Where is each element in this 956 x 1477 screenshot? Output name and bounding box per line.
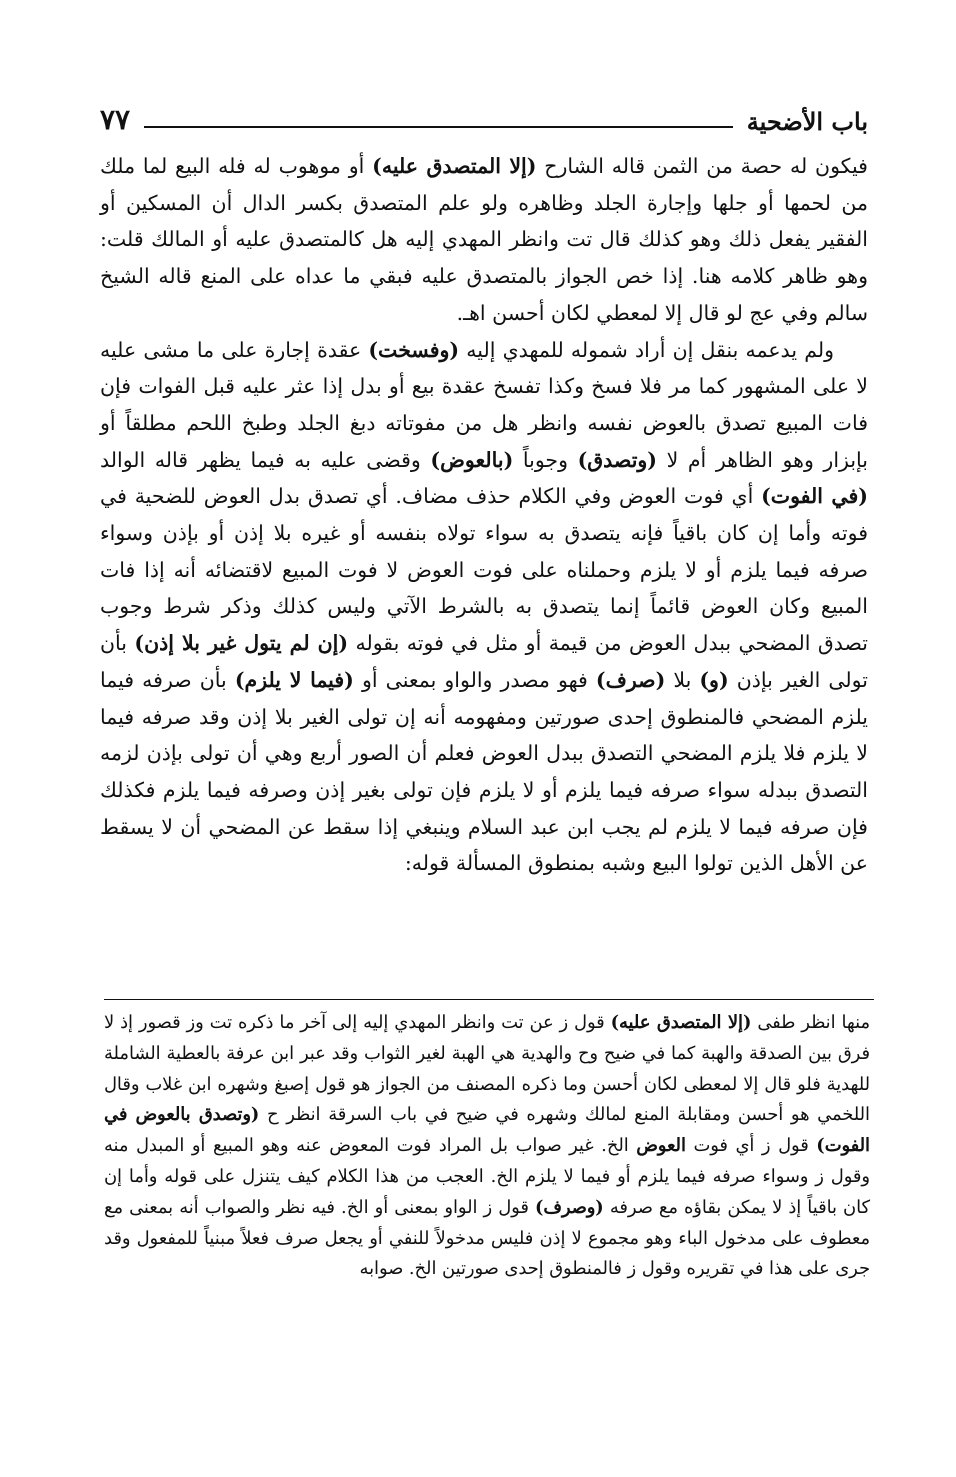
text-run: فهو مصدر والواو بمعنى أو (353, 667, 596, 692)
bold-quote: (بالعوض) (430, 447, 514, 472)
text-run: ولم يدعمه بنقل إن أراد شموله للمهدي إليه (459, 337, 834, 362)
text-run: الخ. غير صواب بل المراد فوت المعوض عنه وهو المبيع أو المبدل منه وقول ز وسواء صرفه فيما يلزم أو فيما لا يلزم الخ. العجب من هذا الكلام كيف يتنزل على قوله وأما إن كان باقياً إذ لا يمكن بقاؤه مع صرفه (104, 1135, 870, 1218)
main-paragraph-1 (100, 148, 868, 332)
text-run: بأن تولى الغير بإذن (100, 631, 868, 692)
bold-quote: (و) (699, 667, 729, 692)
text-run: بأن صرفه فيما يلزم المضحي فالمنطوق إحدى صورتين ومفهومه أنه إن تولى الغير بلا إذن وقد صرفه فيما لا يلزم فلا يلزم المضحي التصدق ببدل العوض فعلم أن الصور أربع وهي أن تولى بإذن لزمه التصدق ببدله سواء صرفه فيما يلزم أو لا يلزم فإن تولى بغير إذن وصرفه فيما يلزم فكذلك فإن صرفه فيما لا يلزم لم يجب ابن عبد السلام وينبغي إذا سقط عن المضحي أن لا يسقط عن الأهل الذين تولوا البيع وشبه بمنطوق المسألة قوله: (100, 667, 868, 876)
running-header (100, 88, 868, 134)
footnote-paragraph (104, 1008, 870, 1285)
text-run: بلا (665, 667, 700, 692)
bold-quote: (فيما لا يلزم) (234, 667, 354, 692)
bold-quote: (وصرف) (534, 1196, 604, 1218)
main-text (100, 148, 868, 882)
text-run: أي فوت العوض وفي الكلام حذف مضاف. أي تصدق بدل العوض للضحية في فوته وأما إن كان باقياً فإنه يتصدق به سواء تولاه بنفسه أو غيره بلا إذن أو بإذن وسواء صرفه فيما يلزم أو لا يلزم وحملناه على فوت العوض لا فوت المبيع لاقتضائه أنه إذا فات المبيع وكان العوض قائماً إنما يتصدق به بالشرط الآتي وليس كذلك وذكر شرط وجوب تصدق المضحي ببدل العوض من قيمة أو مثل في فوته بقوله (100, 484, 868, 656)
bold-quote: (صرف) (595, 667, 666, 692)
page-number: ٧٧ (100, 103, 131, 136)
bold-quote: (إن لم يتول غير بلا إذن) (134, 631, 349, 656)
footnotes (104, 1008, 870, 1285)
text-run: منها انظر طفى (751, 1012, 870, 1033)
text-run: أو موهوب له فله البيع لما ملك من لحمها أو جلها وإجارة الجلد وظاهره ولو علم المتصدق بكسر الدال أن المسكين أو الفقير يفعل ذلك وهو كذلك قال تت وانظر المهدي إليه هل كالمتصدق عليه أو المالك قلت: وهو ظاهر كلامه هنا. إذا خص الجواز بالمتصدق عليه فبقي ما عداه على المنع قاله الشيخ سالم وفي عج لو قال إلا لمعطي لكان أحسن اهـ. (100, 154, 868, 325)
header-rule (144, 126, 733, 128)
bold-quote: (وتصدق بالعوض في الفوت) (104, 1104, 870, 1157)
bold-quote: (إلا المتصدق عليه) (610, 1012, 752, 1033)
bold-quote: العوض (636, 1135, 686, 1157)
text-run: عقدة إجارة على ما مشى عليه لا على المشهور كما مر فلا فسخ وكذا تفسخ عقدة بيع أو بدل إذا عثر عليه قبل الفوات فإن فات المبيع تصدق بالعوض نفسه وانظر هل من مفوتاته دبغ الجلد وطبخ اللحم مطلقاً أو بإبزار وهو الظاهر أم لا (100, 337, 868, 472)
text-run: وقضى عليه به فيما يظهر قاله الوالد (100, 447, 431, 472)
text-run: فيكون له حصة من الثمن قاله الشارح (536, 154, 868, 178)
bold-quote: (وتصدق) (577, 447, 658, 472)
bold-quote: (إلا المتصدق عليه) (372, 154, 537, 178)
footnote-separator (104, 999, 874, 1000)
chapter-title: باب الأضحية (746, 107, 868, 136)
text-run: قول ز الواو بمعنى أو الخ. فيه نظر والصواب أنه بمعنى مع معطوف على مدخول الباء وهو مجموع لا إذن فليس مدخولاً للنفي أو يجعل صرف فعلاً مبنياً للمفعول وقد جرى على هذا في تقريره وقول ز فالمنطوق إحدى صورتين الخ. صوابه (104, 1196, 870, 1280)
text-run: قول ز أي فوت (685, 1135, 817, 1157)
main-paragraph-2 (100, 332, 868, 883)
bold-quote: (وفسخت) (368, 337, 460, 362)
text-run: وجوباً (513, 447, 578, 472)
bold-quote: (في الفوت) (761, 484, 869, 509)
text-run: قول ز عن تت وانظر المهدي إليه إلى آخر ما ذكره تت وز قصور إذ لا فرق بين الصدقة والهبة كما في ضيح وح والهدية هي الهبة لغير الثواب وقد عبر ابن عرفة بالعطية الشاملة للهدية فلو قال إلا لمعطى لكان أحسن وما ذكره المصنف من الجواز هو قول إصبغ وشهره ابن غلاب وقال اللخمي هو أحسن ومقابلة المنع لمالك وشهره في ضيح في باب السرقة انظر ح (104, 1012, 870, 1126)
